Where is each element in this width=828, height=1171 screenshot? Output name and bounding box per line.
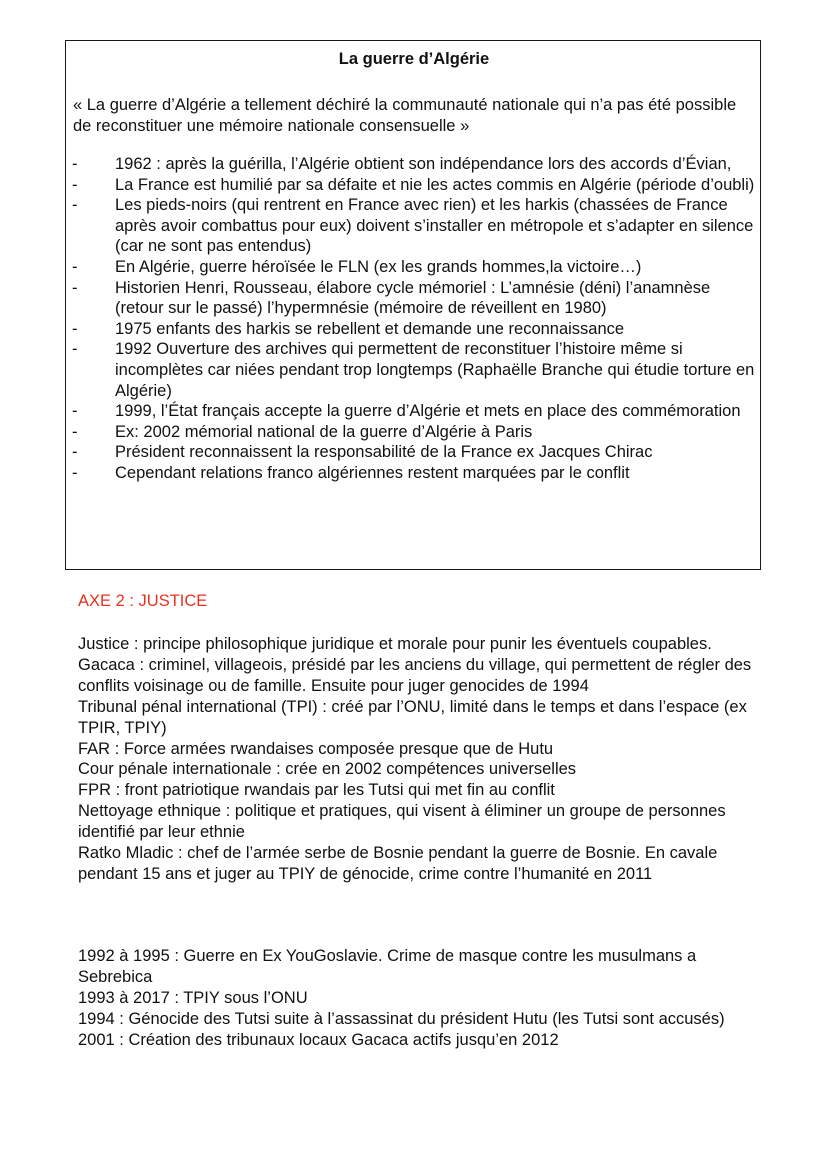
bullet-dash: - (72, 443, 78, 462)
timeline-line: 1994 : Génocide des Tutsi suite à l’assassinat du président Hutu (les Tutsi sont accusés) (78, 1009, 725, 1028)
definition-line: FPR : front patriotique rwandais par les Tutsi qui met fin au conflit (78, 781, 555, 800)
bullet-dash: - (72, 422, 78, 441)
bullet-text: 1999, l’État français accepte la guerre d’Algérie et mets en place des commémoration (115, 402, 741, 421)
bullet-dash: - (72, 175, 78, 194)
bullet-item (72, 175, 762, 196)
bullet-text: 1975 enfants des harkis se rebellent et demande une reconnaissance (115, 319, 625, 338)
bullet-dash: - (72, 402, 78, 421)
bullet-item (72, 257, 762, 278)
timeline-line: 2001 : Création des tribunaux locaux Gacaca actifs jusqu’en 2012 (78, 1030, 559, 1049)
bullet-list (72, 154, 762, 484)
bullet-item (72, 422, 762, 443)
timeline-line: 1993 à 2017 : TPIY sous l’ONU (78, 988, 308, 1007)
bullet-dash: - (72, 463, 78, 482)
section-title: La guerre d’Algérie (338, 50, 490, 68)
timeline-line: 1992 à 1995 : Guerre en Ex YouGoslavie. Crime de masque contre les musulmans a Sebrebica (78, 947, 697, 986)
bullet-item (72, 195, 762, 257)
quote-paragraph: « La guerre d’Algérie a tellement déchiré la communauté nationale qui n’a pas été possible de reconstituer une mémoire nationale consensuelle » (73, 96, 737, 135)
bullet-dash: - (72, 340, 78, 359)
bullet-text: Historien Henri, Rousseau, élabore cycle mémoriel : L’amnésie (déni) l’anamnèse (retour sur le passé) l’hypermnésie (mémoire de réveillent en 1980) (115, 278, 711, 318)
axe-heading: AXE 2 : JUSTICE (78, 592, 208, 610)
bullet-text: 1962 : après la guérilla, l’Algérie obtient son indépendance lors des accords d’Évian, (115, 155, 732, 173)
bullet-item (72, 339, 762, 401)
definition-line: FAR : Force armées rwandaises composée presque que de Hutu (78, 739, 554, 758)
definition-line: Gacaca : criminel, villageois, présidé par les anciens du village, qui permettent de régler des conflits voisinage ou de famille. Ensuite pour juger genocides de 1994 (78, 655, 752, 695)
bullet-text: Cependant relations franco algériennes restent marquées par le conflit (115, 463, 630, 482)
definition-line: Cour pénale internationale : crée en 2002 compétences universelles (78, 760, 577, 779)
bullet-text: La France est humilié par sa défaite et nie les actes commis en Algérie (période d’oubli) (115, 175, 755, 194)
bullet-item (72, 278, 762, 319)
bullet-item (72, 401, 762, 422)
bullet-dash: - (72, 319, 78, 338)
timeline-block (78, 946, 758, 1051)
bullet-text: 1992 Ouverture des archives qui permettent de reconstituer l’histoire même si incomplètes car niées pendant trop longtemps (Raphaëlle Branche qui étudie torture en Algérie) (115, 340, 755, 400)
bullet-item (72, 154, 762, 175)
bullet-dash: - (72, 155, 78, 173)
definition-line: Justice : principe philosophique juridique et morale pour punir les éventuels coupables. (78, 635, 712, 653)
bullet-text: Président reconnaissent la responsabilité de la France ex Jacques Chirac (115, 443, 653, 462)
bullet-dash: - (72, 278, 78, 297)
definitions-block (78, 634, 758, 885)
bullet-item (72, 442, 762, 463)
bullet-text: En Algérie, guerre héroïsée le FLN (ex les grands hommes,la victoire…) (115, 257, 642, 276)
definition-line: Nettoyage ethnique : politique et pratiques, qui visent à éliminer un groupe de personnes identifié par leur ethnie (78, 802, 726, 842)
bullet-dash: - (72, 257, 78, 276)
definition-line: Ratko Mladic : chef de l’armée serbe de Bosnie pendant la guerre de Bosnie. En cavale pendant 15 ans et juger au TPIY de génocide, crime contre l’humanité en 2011 (78, 844, 718, 883)
bullet-dash: - (72, 196, 78, 215)
bullet-item (72, 319, 762, 340)
bullet-item (72, 463, 762, 484)
bullet-text: Ex: 2002 mémorial national de la guerre d’Algérie à Paris (115, 422, 533, 441)
bullet-text: Les pieds-noirs (qui rentrent en France avec rien) et les harkis (chassées de France après avoir combattus pour eux) doivent s’installer en métropole et s’adapter en silence (car ne sont pas entendus) (115, 196, 754, 256)
definition-line: Tribunal pénal international (TPI) : créé par l’ONU, limité dans le temps et dans l’espace (ex TPIR, TPIY) (78, 697, 747, 737)
